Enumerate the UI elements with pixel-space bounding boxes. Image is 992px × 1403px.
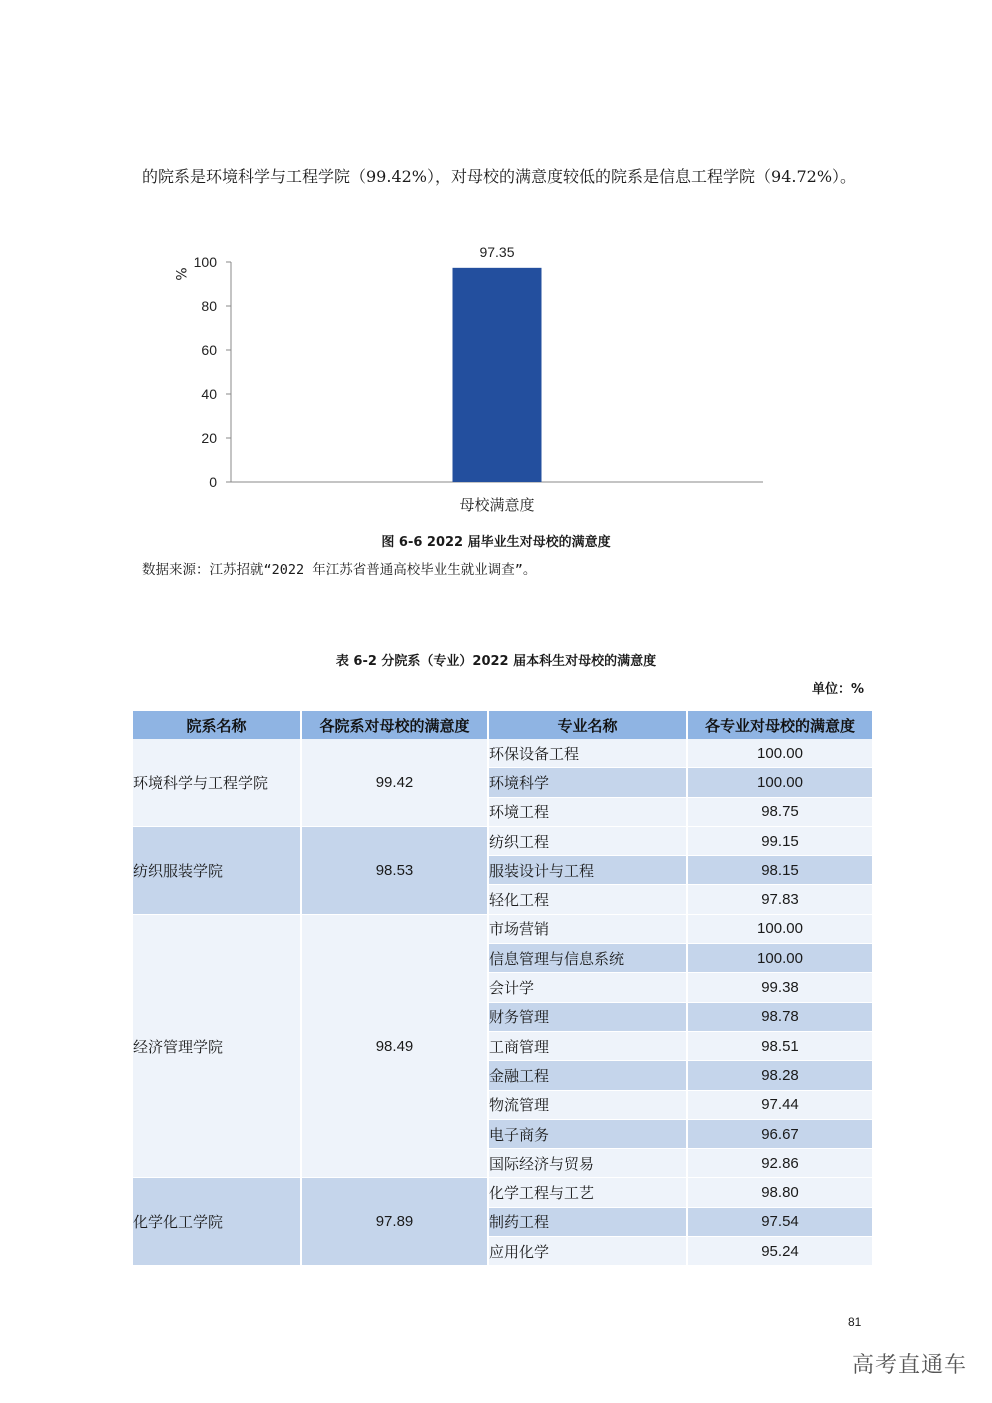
data-source-note: 数据来源：江苏招就“2022 年江苏省普通高校毕业生就业调查”。 [142, 562, 537, 578]
dept-name-cell: 环境科学与工程学院 [133, 739, 301, 826]
header-dept: 院系名称 [133, 711, 301, 739]
major-satisfaction-cell: 96.67 [687, 1119, 873, 1148]
major-name-cell: 工商管理 [488, 1031, 687, 1060]
major-satisfaction-cell: 97.54 [687, 1207, 873, 1236]
table-header-row [133, 711, 873, 739]
major-name-cell: 服装设计与工程 [488, 856, 687, 885]
major-satisfaction-cell: 97.44 [687, 1090, 873, 1119]
dept-name-cell: 经济管理学院 [133, 914, 301, 1178]
major-name-cell: 化学工程与工艺 [488, 1178, 687, 1207]
intro-paragraph: 的院系是环境科学与工程学院（99.42%），对母校的满意度较低的院系是信息工程学院（94.72%）。 [142, 167, 857, 186]
y-tick-label: 0 [209, 474, 217, 490]
figure-caption: 图 6-6 2022 届毕业生对母校的满意度 [381, 535, 611, 550]
y-axis-label: % [172, 267, 188, 281]
y-tick-label: 40 [201, 386, 217, 402]
major-name-cell: 制药工程 [488, 1207, 687, 1236]
major-name-cell: 市场营销 [488, 914, 687, 943]
major-satisfaction-cell: 98.75 [687, 797, 873, 826]
major-name-cell: 环境工程 [488, 797, 687, 826]
dept-satisfaction-cell: 98.53 [301, 826, 488, 914]
major-satisfaction-cell: 100.00 [687, 914, 873, 943]
major-name-cell: 电子商务 [488, 1119, 687, 1148]
header-major-satisfaction: 各专业对母校的满意度 [687, 711, 873, 739]
unit-label: 单位：% [811, 682, 864, 697]
major-name-cell: 环境科学 [488, 768, 687, 797]
header-major: 专业名称 [488, 711, 687, 739]
table-row [133, 914, 873, 943]
major-satisfaction-cell: 98.80 [687, 1178, 873, 1207]
dept-satisfaction-cell: 97.89 [301, 1178, 488, 1266]
table-row [133, 739, 873, 768]
satisfaction-bar-chart [150, 232, 790, 522]
dept-satisfaction-cell: 98.49 [301, 914, 488, 1178]
major-name-cell: 环保设备工程 [488, 739, 687, 768]
major-name-cell: 金融工程 [488, 1061, 687, 1090]
y-tick-label: 80 [201, 298, 217, 314]
major-satisfaction-cell: 97.83 [687, 885, 873, 914]
y-tick-label: 100 [193, 254, 217, 270]
major-name-cell: 信息管理与信息系统 [488, 944, 687, 973]
y-tick-label: 60 [201, 342, 217, 358]
major-name-cell: 物流管理 [488, 1090, 687, 1119]
table-caption: 表 6-2 分院系（专业）2022 届本科生对母校的满意度 [335, 654, 657, 669]
y-tick-label: 20 [201, 430, 217, 446]
table-body [133, 739, 873, 1266]
major-satisfaction-cell: 98.51 [687, 1031, 873, 1060]
header-dept-satisfaction: 各院系对母校的满意度 [301, 711, 488, 739]
major-name-cell: 轻化工程 [488, 885, 687, 914]
table-row [133, 826, 873, 855]
major-name-cell: 国际经济与贸易 [488, 1149, 687, 1178]
page-number: 81 [848, 1315, 862, 1329]
major-satisfaction-cell: 98.78 [687, 1002, 873, 1031]
major-satisfaction-cell: 95.24 [687, 1237, 873, 1266]
major-satisfaction-cell: 100.00 [687, 768, 873, 797]
table-row [133, 1178, 873, 1207]
watermark-logo: 高考直通车 [852, 1353, 968, 1378]
major-satisfaction-cell: 100.00 [687, 944, 873, 973]
bar [453, 268, 542, 482]
dept-name-cell: 纺织服装学院 [133, 826, 301, 914]
x-category-label: 母校满意度 [459, 496, 535, 514]
major-name-cell: 会计学 [488, 973, 687, 1002]
major-name-cell: 财务管理 [488, 1002, 687, 1031]
major-satisfaction-cell: 99.38 [687, 973, 873, 1002]
major-satisfaction-cell: 99.15 [687, 826, 873, 855]
major-satisfaction-cell: 98.15 [687, 856, 873, 885]
major-name-cell: 应用化学 [488, 1237, 687, 1266]
major-name-cell: 纺织工程 [488, 826, 687, 855]
major-satisfaction-cell: 92.86 [687, 1149, 873, 1178]
major-satisfaction-cell: 98.28 [687, 1061, 873, 1090]
dept-name-cell: 化学化工学院 [133, 1178, 301, 1266]
major-satisfaction-cell: 100.00 [687, 739, 873, 768]
dept-satisfaction-cell: 99.42 [301, 739, 488, 826]
bar-value-label: 97.35 [479, 243, 515, 260]
satisfaction-table [133, 711, 874, 1266]
